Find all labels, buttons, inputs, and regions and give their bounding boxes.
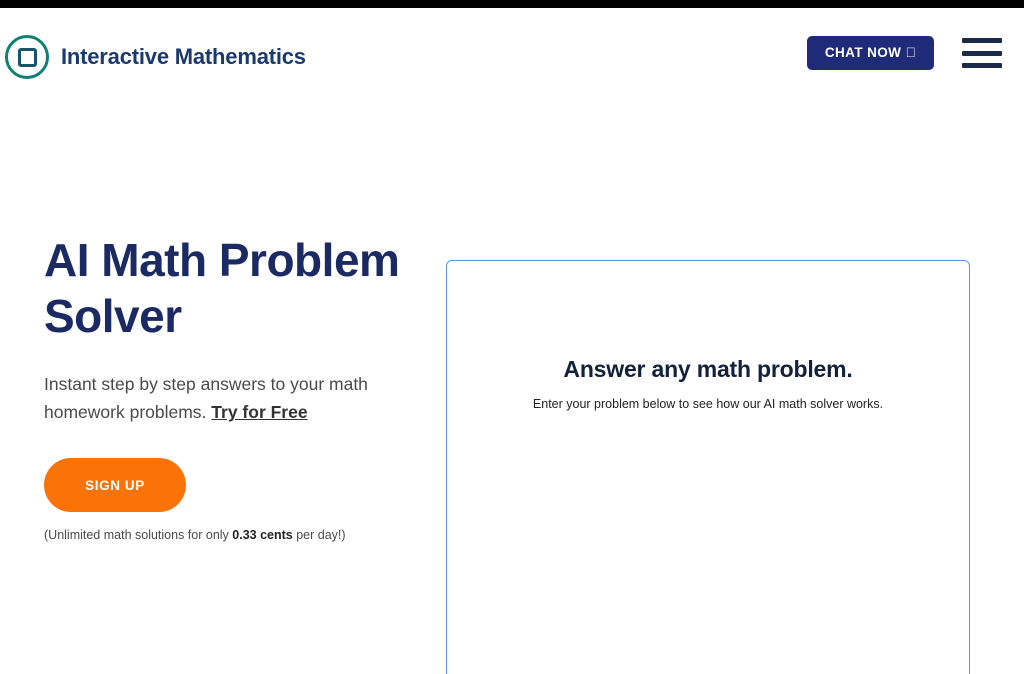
price-note-amount: 0.33 cents bbox=[232, 528, 293, 542]
try-for-free-link[interactable]: Try for Free bbox=[211, 402, 308, 422]
solver-subheading: Enter your problem below to see how our AI math solver works. bbox=[532, 397, 884, 411]
sign-up-button[interactable]: SIGN UP bbox=[44, 458, 186, 512]
hamburger-bar-2 bbox=[962, 51, 1002, 56]
brand-logo-link[interactable] bbox=[5, 35, 306, 79]
hamburger-bar-3 bbox=[962, 63, 1002, 68]
price-note-before: (Unlimited math solutions for only bbox=[44, 528, 233, 542]
hero-subtitle-text: Instant step by step answers to your math homework problems. bbox=[44, 374, 368, 422]
page-title: AI Math Problem Solver bbox=[44, 234, 400, 342]
chat-now-button[interactable]: CHAT NOW bbox=[807, 36, 934, 70]
site-header bbox=[0, 8, 1024, 100]
logo-inner-square-icon bbox=[18, 48, 37, 67]
hamburger-bar-1 bbox=[962, 38, 1002, 43]
price-note-after: per day!) bbox=[292, 528, 346, 542]
solver-heading: Answer any math problem. bbox=[563, 356, 853, 382]
math-solver-panel bbox=[446, 260, 970, 674]
top-black-bar bbox=[0, 0, 1024, 8]
hamburger-menu-icon[interactable] bbox=[962, 38, 1002, 68]
brand-name: Interactive Mathematics bbox=[61, 44, 306, 69]
hero-column bbox=[44, 232, 434, 542]
circle-square-logo-icon bbox=[5, 35, 49, 79]
price-note bbox=[44, 528, 434, 542]
header-actions bbox=[807, 36, 1002, 70]
hero-subtitle bbox=[44, 370, 434, 426]
page-root bbox=[0, 8, 1024, 582]
